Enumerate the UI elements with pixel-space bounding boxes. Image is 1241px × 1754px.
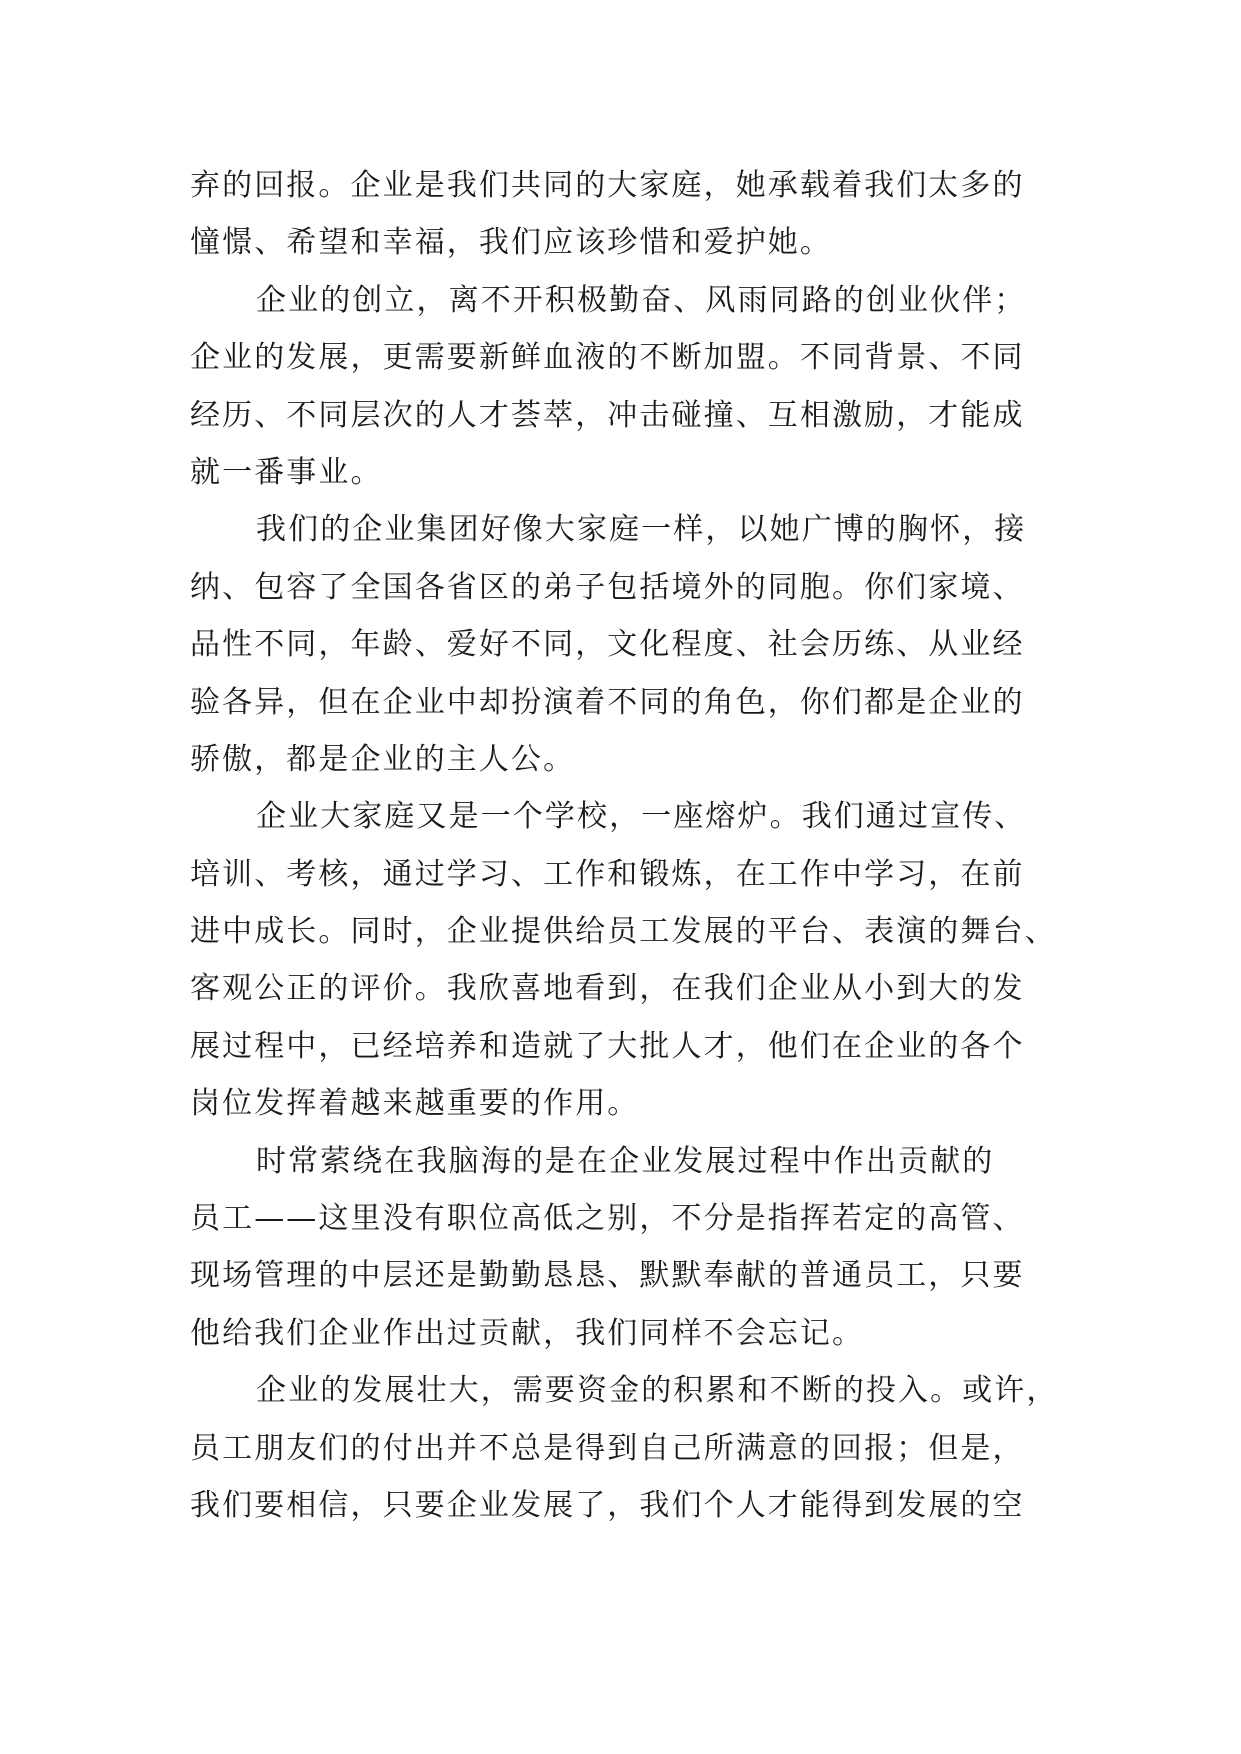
paragraph-4 bbox=[190, 788, 1057, 1132]
text-line: 展过程中，已经培养和造就了大批人才，他们在企业的各个 bbox=[190, 1028, 1025, 1064]
text-line: 企业大家庭又是一个学校，一座熔炉。我们通过宣传、 bbox=[256, 799, 1027, 835]
text-line: 就一番事业。 bbox=[190, 454, 383, 490]
text-line: 企业的发展，更需要新鲜血液的不断加盟。不同背景、不同 bbox=[190, 340, 1025, 376]
text-line: 弃的回报。企业是我们共同的大家庭，她承载着我们太多的 bbox=[190, 168, 1025, 203]
text-line: 我们要相信，只要企业发展了，我们个人才能得到发展的空 bbox=[190, 1487, 1025, 1523]
text-line: 验各异，但在企业中却扮演着不同的角色，你们都是企业的 bbox=[190, 684, 1025, 720]
text-line: 客观公正的评价。我欣喜地看到，在我们企业从小到大的发 bbox=[190, 971, 1025, 1007]
text-line: 员工——这里没有职位高低之别，不分是指挥若定的高管、 bbox=[190, 1201, 1025, 1237]
text-line: 员工朋友们的付出并不总是得到自己所满意的回报；但是， bbox=[190, 1430, 1025, 1466]
text-line: 纳、包容了全国各省区的弟子包括境外的同胞。你们家境、 bbox=[190, 569, 1025, 605]
text-line: 他给我们企业作出过贡献，我们同样不会忘记。 bbox=[190, 1315, 865, 1351]
text-line: 培训、考核，通过学习、工作和锻炼，在工作中学习，在前 bbox=[190, 856, 1025, 892]
text-line: 岗位发挥着越来越重要的作用。 bbox=[190, 1086, 640, 1122]
text-line: 憧憬、希望和幸福，我们应该珍惜和爱护她。 bbox=[190, 225, 832, 261]
paragraph-1 bbox=[190, 157, 1052, 272]
text-line: 经历、不同层次的人才荟萃，冲击碰撞、互相激励，才能成 bbox=[190, 397, 1025, 433]
text-line: 骄傲，都是企业的主人公。 bbox=[190, 741, 576, 777]
paragraph-3 bbox=[190, 501, 1052, 788]
text-line: 时常萦绕在我脑海的是在企业发展过程中作出贡献的 bbox=[256, 1143, 995, 1179]
paragraph-6 bbox=[190, 1362, 1059, 1534]
document-body bbox=[190, 157, 1059, 1534]
paragraph-2 bbox=[190, 272, 1052, 502]
text-line: 企业的创立，离不开积极勤奋、风雨同路的创业伙伴； bbox=[256, 282, 1027, 318]
text-line: 我们的企业集团好像大家庭一样，以她广博的胸怀，接 bbox=[256, 512, 1027, 548]
paragraph-5 bbox=[190, 1133, 1052, 1363]
text-line: 进中成长。同时，企业提供给员工发展的平台、表演的舞台、 bbox=[190, 914, 1057, 950]
text-line: 企业的发展壮大，需要资金的积累和不断的投入。或许， bbox=[256, 1373, 1059, 1409]
text-line: 品性不同，年龄、爱好不同，文化程度、社会历练、从业经 bbox=[190, 627, 1025, 663]
text-line: 现场管理的中层还是勤勤恳恳、默默奉献的普通员工，只要 bbox=[190, 1258, 1025, 1294]
